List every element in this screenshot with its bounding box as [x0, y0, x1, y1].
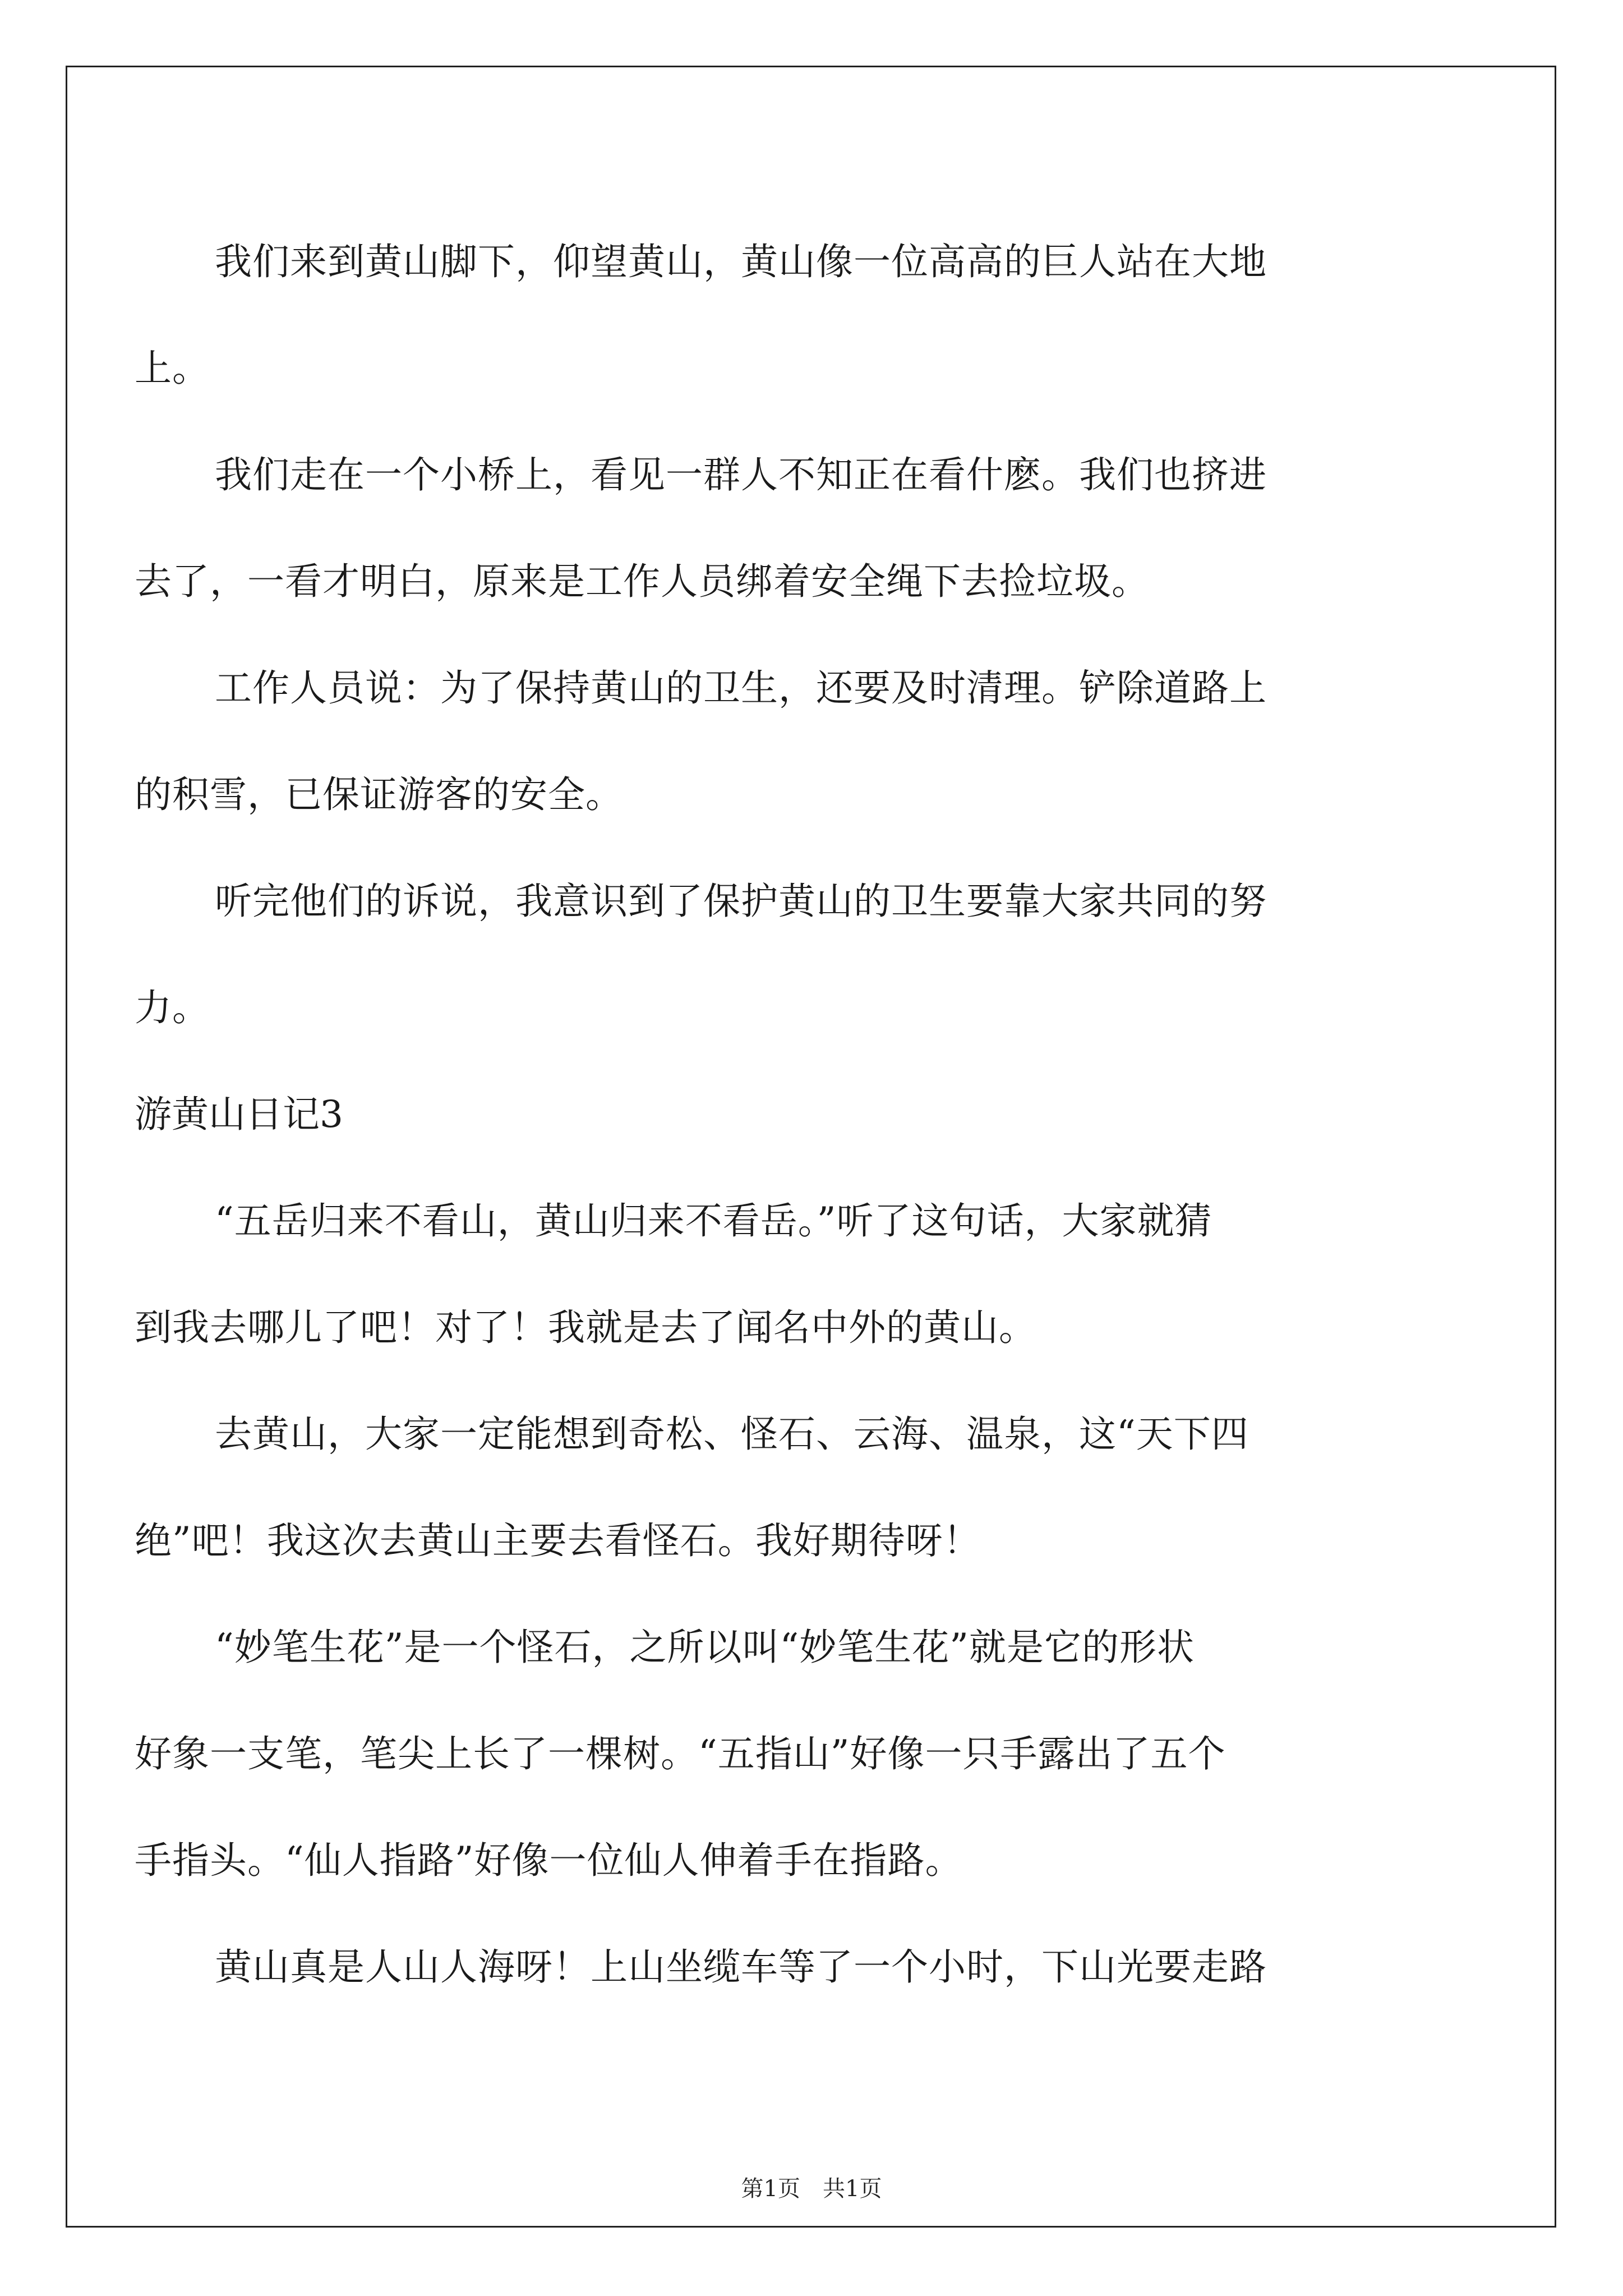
paragraph-line: 手指头。“仙人指路”好像一位仙人伸着手在指路。 — [135, 1839, 963, 1882]
paragraph-line: 上。 — [135, 347, 210, 390]
paragraph-line: 工作人员说：为了保持黄山的卫生，还要及时清理。铲除道路上 — [215, 666, 1267, 710]
paragraph-line: 的积雪，已保证游客的安全。 — [135, 773, 623, 816]
paragraph-line: 绝”吧！我这次去黄山主要去看怪石。我好期待呀！ — [135, 1519, 981, 1562]
section-heading: 游黄山日记3 — [135, 1093, 343, 1136]
page-footer: 第1页 共1页 — [741, 2176, 882, 2202]
paragraph-line: 黄山真是人山人海呀！上山坐缆车等了一个小时，下山光要走路 — [215, 1945, 1267, 1989]
document-body — [135, 209, 1424, 2021]
paragraph-line: 听完他们的诉说，我意识到了保护黄山的卫生要靠大家共同的努 — [215, 880, 1267, 923]
paragraph-line: 到我去哪儿了吧！对了！我就是去了闻名中外的黄山。 — [135, 1306, 1036, 1349]
paragraph-line: 去黄山，大家一定能想到奇松、怪石、云海、温泉，这“天下四 — [215, 1412, 1249, 1456]
paragraph-line: 我们走在一个小桥上，看见一群人不知正在看什麽。我们也挤进 — [215, 453, 1267, 496]
paragraph-line: 我们来到黄山脚下，仰望黄山，黄山像一位高高的巨人站在大地 — [215, 240, 1267, 283]
paragraph-line: “五岳归来不看山，黄山归来不看岳。”听了这句话，大家就猜 — [215, 1199, 1212, 1243]
paragraph-line: 好象一支笔，笔尖上长了一棵树。“五指山”好像一只手露出了五个 — [135, 1732, 1226, 1775]
paragraph-line: 力。 — [135, 986, 210, 1029]
paragraph-line: 去了，一看才明白，原来是工作人员绑着安全绳下去捡垃圾。 — [135, 560, 1149, 603]
paragraph-line: “妙笔生花”是一个怪石，之所以叫“妙笔生花”就是它的形状 — [215, 1626, 1195, 1669]
